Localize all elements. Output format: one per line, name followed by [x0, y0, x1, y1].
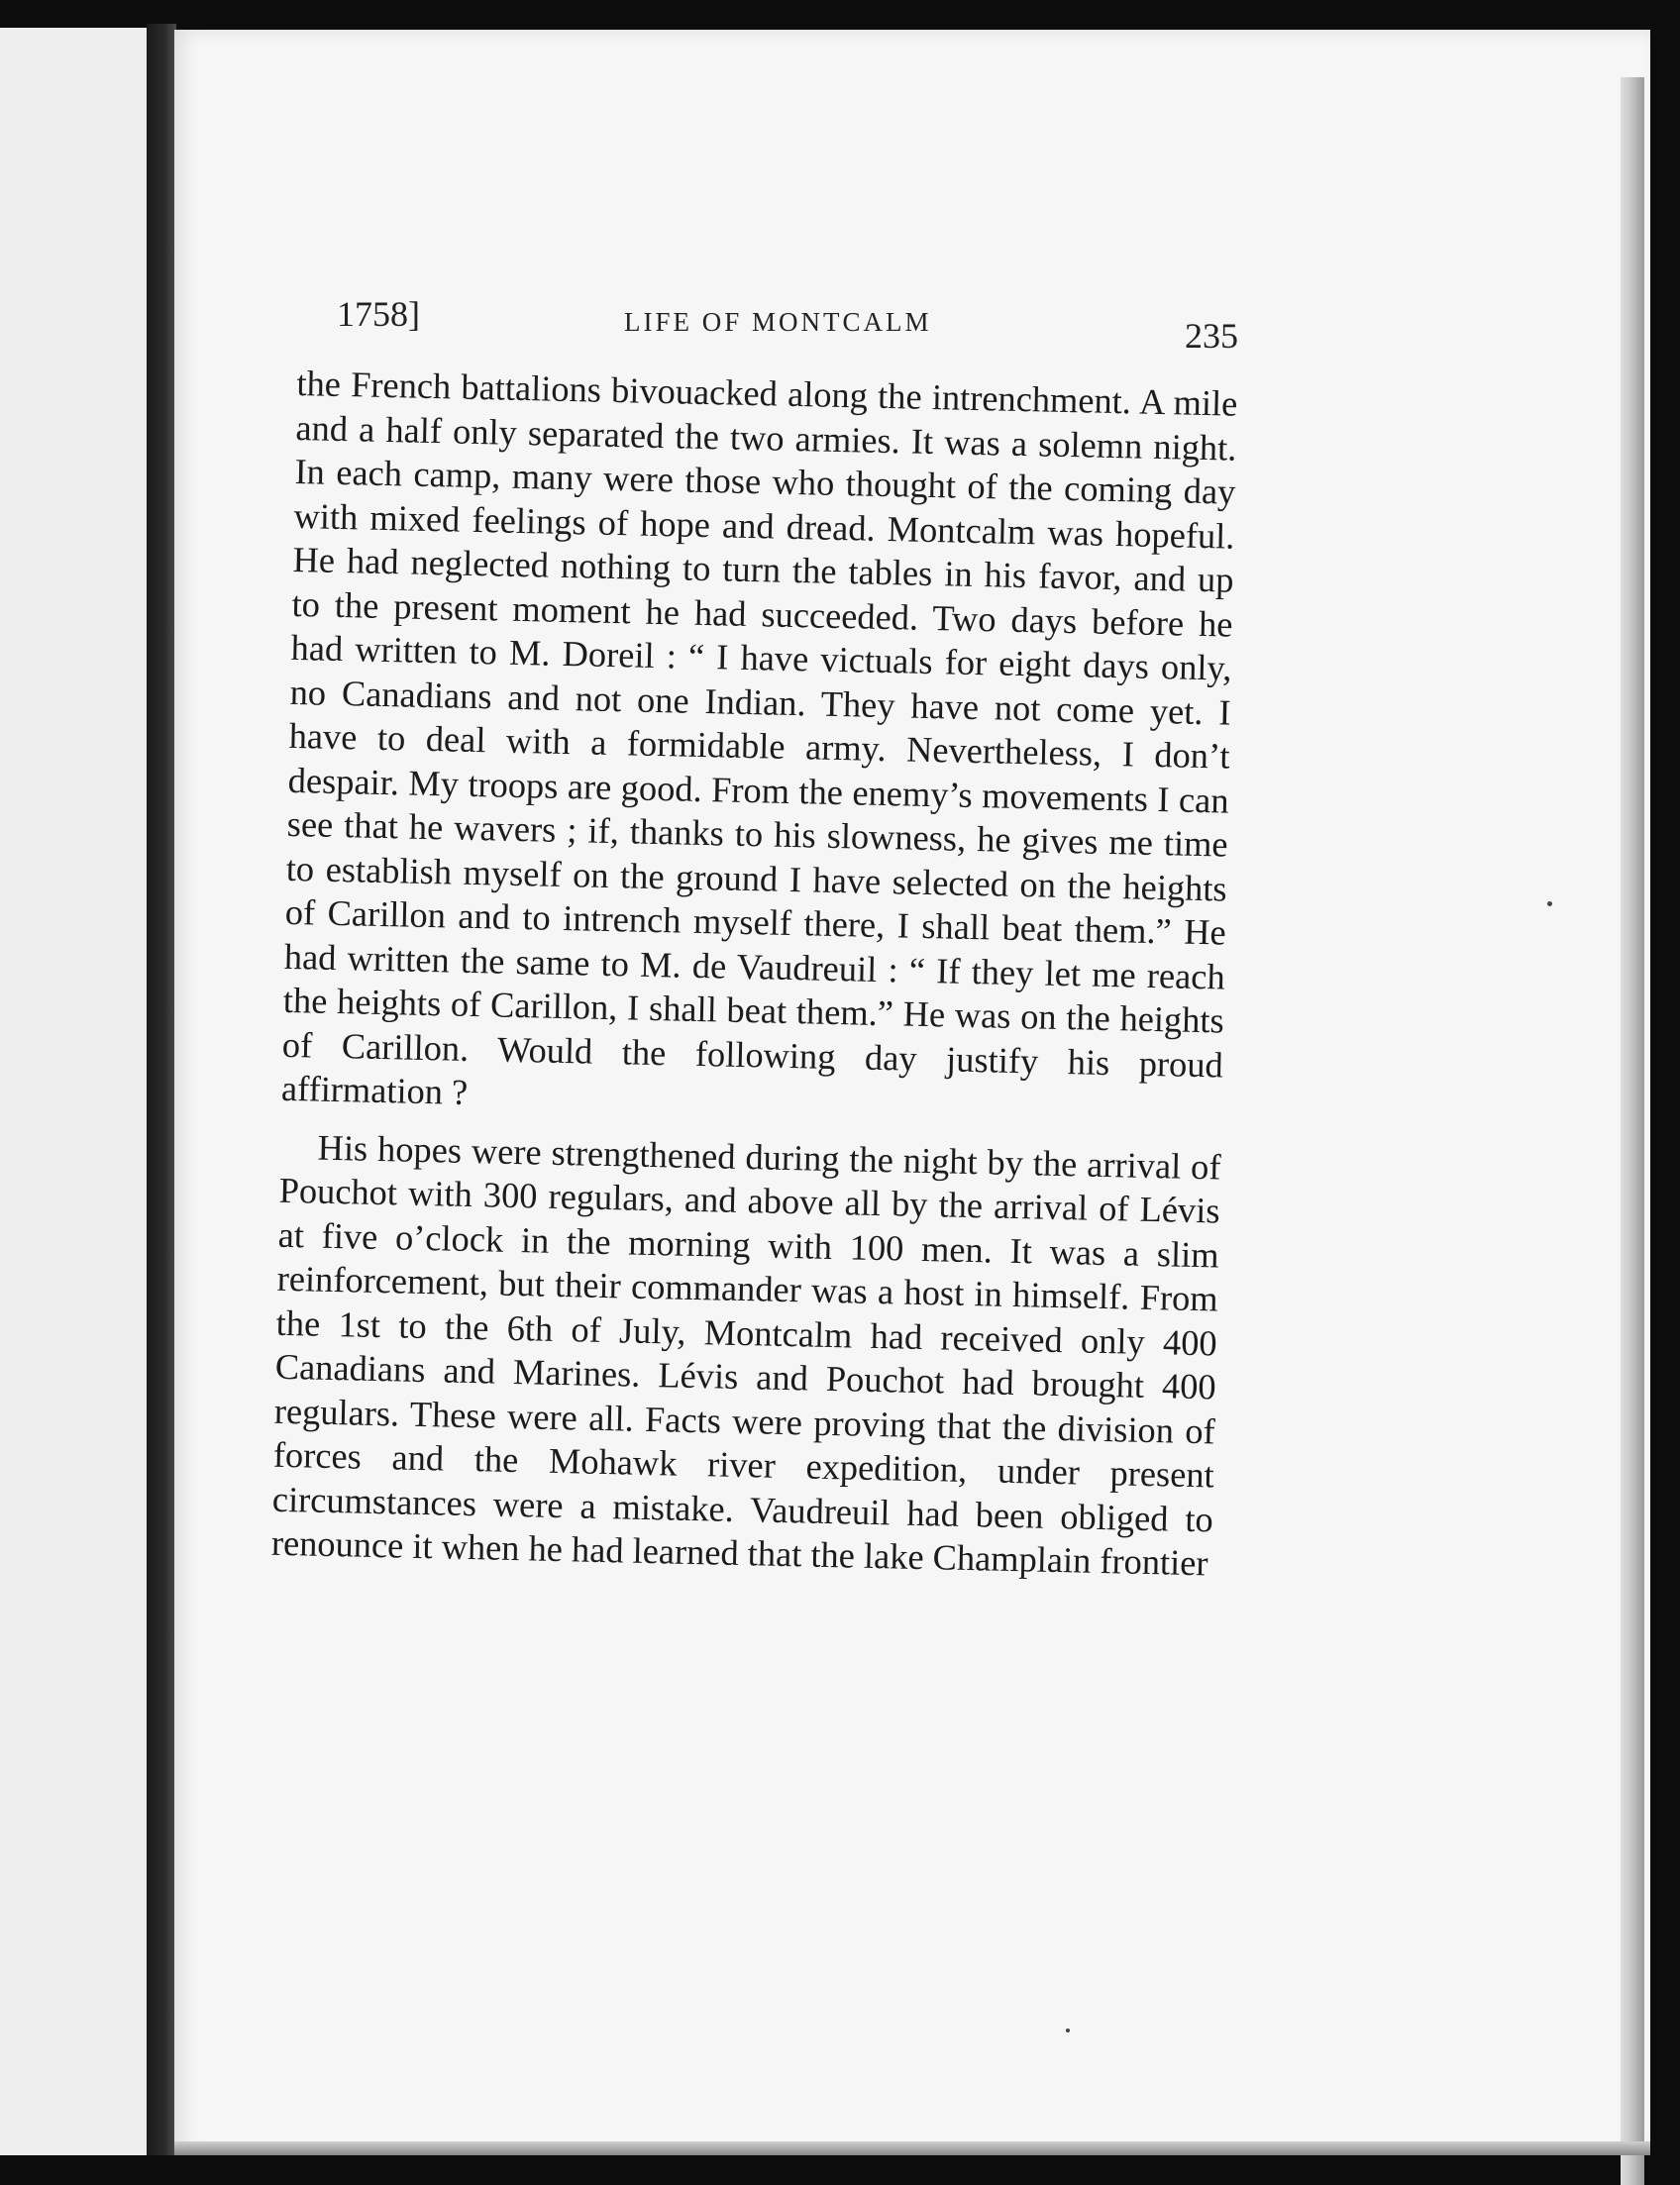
facing-page-edge [0, 28, 147, 2155]
page-number: 235 [1185, 316, 1238, 356]
page-edge [1621, 77, 1644, 2185]
running-header [337, 289, 1248, 359]
body-text [270, 362, 1237, 1586]
dust-speck [1547, 901, 1552, 906]
paragraph: His hopes were strengthened during the night by the arrival of Pouchot with 300 regulars, and above all by the arrival of Lévis at five o’clock in the morning with 100 men. It was a slim reinforcement, but their commander was a host in himself. From the 1st to the 6th of July, Montcalm had received only 400 Canadians and Marines. Lévis and Pouchot had brought 400 regulars. These were all. Facts were proving that the division of forces and the Mohawk river expedition, under present circumstances were a mistake. Vaudreuil had been obliged to renounce it when he had learned that the lake Champlain frontier [270, 1127, 1221, 1584]
header-title: LIFE OF MONTCALM [624, 307, 932, 337]
header-year: 1758] [337, 294, 420, 334]
paragraph: the French battalions bivouacked along the intrenchment. A mile and a half only separated the two armies. It was a solemn night. In each camp, many were those who thought of the coming day with mixed feelings of hope and dread. Montcalm was hopeful. He had neglected nothing to turn the tables in his favor, and up to the present moment he had succeeded. Two days before he had written to M. Doreil : “ I have victuals for eight days only, no Canadians and not one Indian. They have not come yet. I have to deal with a formidable army. Nevertheless, I don’t despair. My troops are good. From the enemy’s movements I can see that he wavers ; if, thanks to his slowness, he gives me time to establish myself on the ground I have selected on the heights of Carillon and to intrench myself there, I shall beat them.” He had written the same to M. de Vaudreuil : “ If they let me reach the heights of Carillon, I shall beat them.” He was on the heights of Carillon. Would the following day justify his proud affirmation ? [280, 363, 1238, 1112]
dust-speck [1066, 2029, 1070, 2032]
page-bottom-edge [174, 2141, 1650, 2155]
book-gutter [147, 24, 176, 2155]
